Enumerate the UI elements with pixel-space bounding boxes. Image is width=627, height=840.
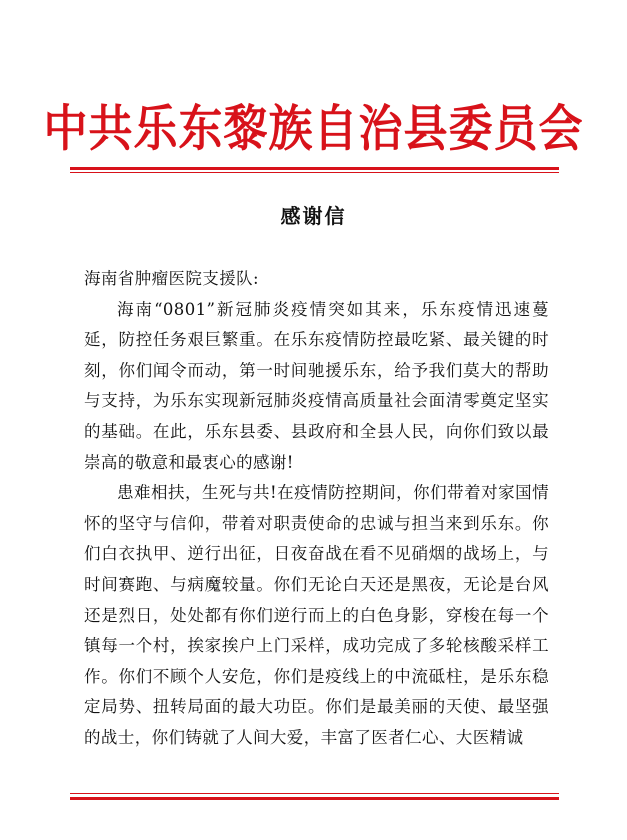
letter-title: 感谢信 [280, 204, 347, 228]
footer-divider-thin [70, 793, 559, 794]
paragraph-1: 海南“0801”新冠肺炎疫情突如其来，乐东疫情迅速蔓延，防控任务艰巨繁重。在乐东疫情防控最吃紧、最关键的时刻，你们闻令而动，第一时间驰援乐东，给予我们莫大的帮助与支持，为乐东实现新冠肺炎疫情高质量社会面清零奠定坚实的基础。在此，乐东县委、县政府和全县人民，向你们致以最崇高的敬意和最衷心的感谢! [84, 299, 549, 472]
letterhead-divider-thin [70, 172, 559, 173]
letterhead-divider-thick [70, 167, 559, 170]
paragraph-2: 患难相扶，生死与共!在疫情防控期间，你们带着对家国情怀的坚守与信仰，带着对职责使命的忠诚与担当来到乐东。你们白衣执甲、逆行出征，日夜奋战在看不见硝烟的战场上，与时间赛跑、与病魔较量。你们无论白天还是黑夜，无论是台风还是烈日，处处都有你们逆行而上的白色身影，穿梭在每一个镇每一个村，挨家挨户上门采样，成功完成了多轮核酸采样工作。你们不顾个人安危，你们是疫线上的中流砥柱，是乐东稳定局势、扭转局面的最大功臣。你们是最美丽的天使、最坚强的战士，你们铸就了人间大爱，丰富了医者仁心、大医精诚 [84, 483, 549, 747]
footer-divider-thick [70, 797, 559, 800]
salutation: 海南省肿瘤医院支援队: [84, 269, 259, 288]
letter-body [84, 264, 549, 754]
letterhead-title: 中共乐东黎族自治县委员会 [43, 100, 584, 158]
